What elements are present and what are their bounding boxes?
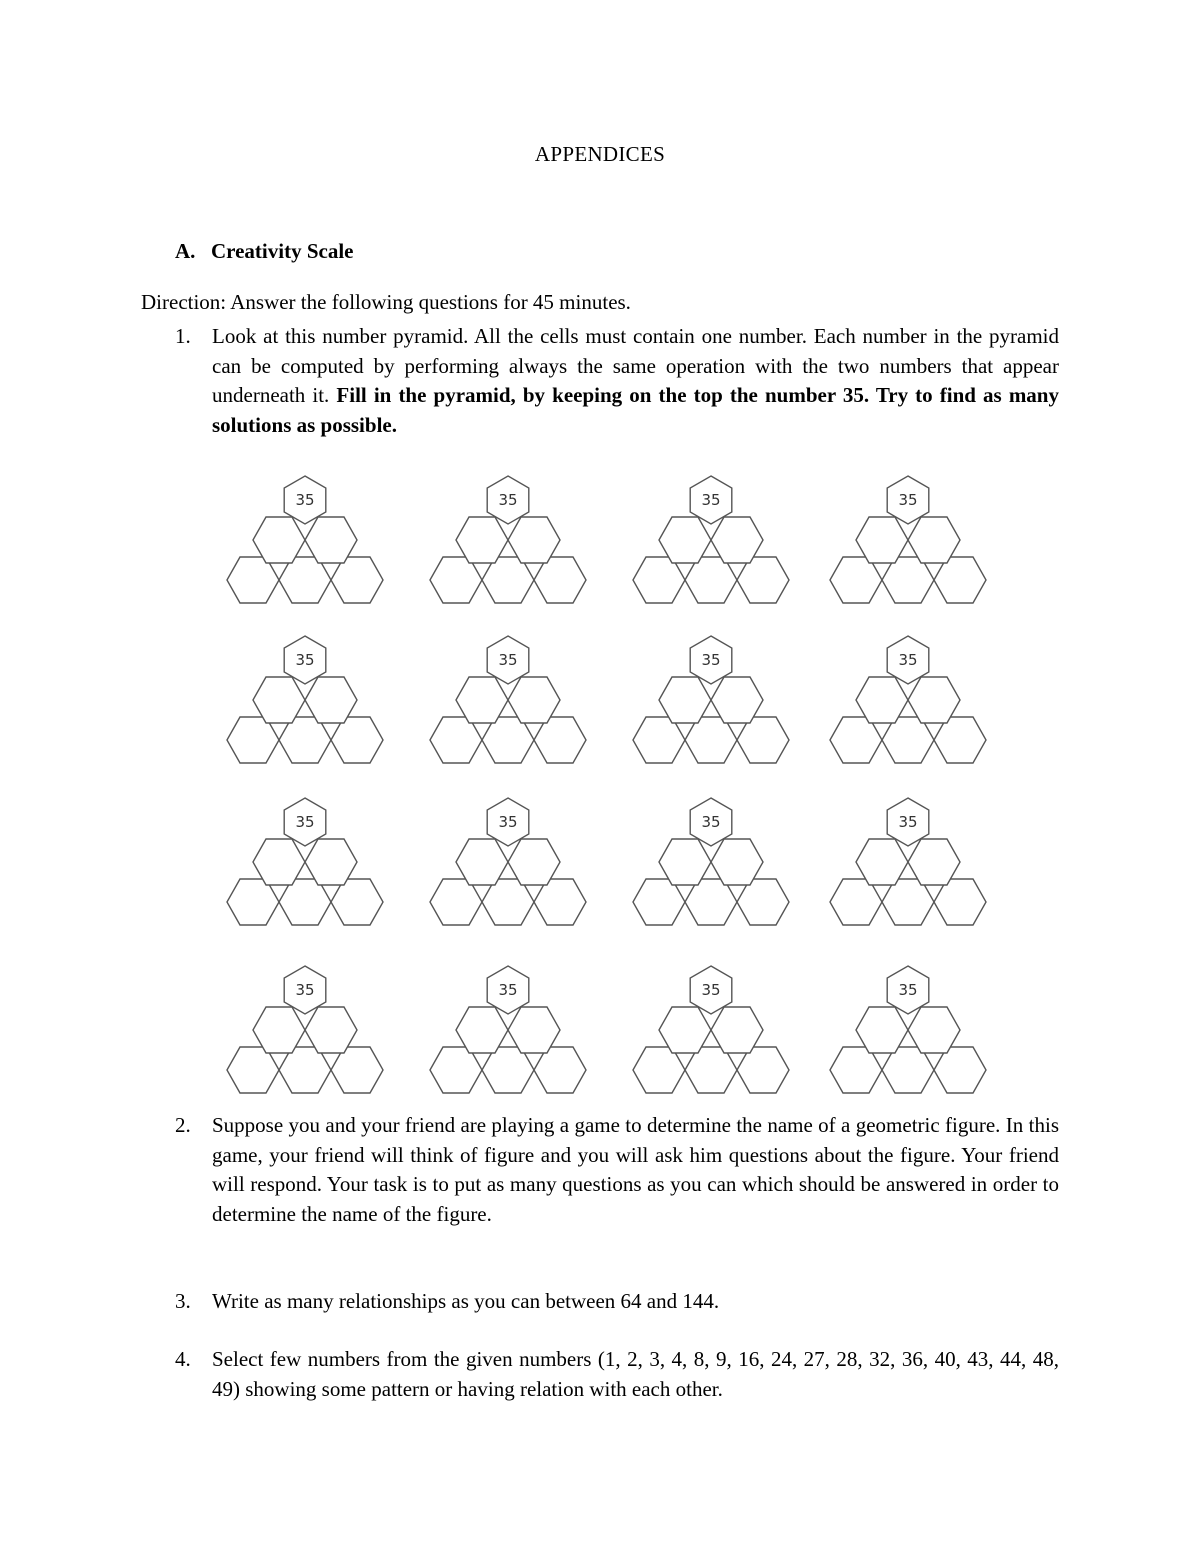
section-title: Creativity Scale <box>211 239 354 263</box>
pyramid-cell-bottom-2[interactable] <box>685 1047 737 1093</box>
pyramid-cell-middle-1[interactable] <box>856 1007 908 1053</box>
pyramid-cell-bottom-1[interactable] <box>430 879 482 925</box>
pyramid-cell-bottom-1[interactable] <box>633 879 685 925</box>
pyramid-cell-middle-2[interactable] <box>908 1007 960 1053</box>
pyramid-cell-middle-2[interactable] <box>305 839 357 885</box>
pyramid-top-value: 35 <box>898 491 918 509</box>
pyramid-cell-bottom-2[interactable] <box>882 557 934 603</box>
pyramid-cell-middle-2[interactable] <box>305 1007 357 1053</box>
question-body: Look at this number pyramid. All the cells must contain one number. Each number in the pyramid can be computed by performing always the same operation with the two numbers that appear underneath it. <box>212 324 1059 407</box>
number-pyramid-14[interactable] <box>430 966 586 1093</box>
pyramid-cell-middle-2[interactable] <box>908 839 960 885</box>
number-pyramid-6[interactable] <box>430 636 586 763</box>
number-pyramid-8[interactable] <box>830 636 986 763</box>
pyramid-cell-bottom-3[interactable] <box>331 557 383 603</box>
pyramid-cell-bottom-2[interactable] <box>279 1047 331 1093</box>
number-pyramid-1[interactable] <box>227 476 383 603</box>
pyramid-cell-bottom-1[interactable] <box>633 557 685 603</box>
pyramid-top-value: 35 <box>498 491 518 509</box>
pyramid-cell-bottom-2[interactable] <box>685 557 737 603</box>
pyramid-cell-middle-2[interactable] <box>711 1007 763 1053</box>
pyramid-cell-bottom-3[interactable] <box>934 557 986 603</box>
page-title: APPENDICES <box>534 142 666 166</box>
question-2 <box>175 1111 1059 1229</box>
pyramid-cell-bottom-1[interactable] <box>227 717 279 763</box>
pyramid-cell-middle-1[interactable] <box>253 517 305 563</box>
pyramid-cell-bottom-1[interactable] <box>227 879 279 925</box>
pyramid-cell-middle-1[interactable] <box>659 839 711 885</box>
pyramid-cell-bottom-2[interactable] <box>482 1047 534 1093</box>
pyramid-top-value: 35 <box>701 813 721 831</box>
pyramid-cell-middle-2[interactable] <box>711 517 763 563</box>
number-pyramid-7[interactable] <box>633 636 789 763</box>
question-text: Write as many relationships as you can between 64 and 144. <box>212 1289 720 1313</box>
number-pyramid-10[interactable] <box>430 798 586 925</box>
pyramid-cell-middle-2[interactable] <box>908 677 960 723</box>
question-number: 2. <box>175 1113 191 1137</box>
pyramid-cell-middle-2[interactable] <box>305 517 357 563</box>
pyramid-top-value: 35 <box>701 651 721 669</box>
pyramid-top-value: 35 <box>498 813 518 831</box>
pyramid-cell-middle-2[interactable] <box>908 517 960 563</box>
pyramid-cell-bottom-1[interactable] <box>830 557 882 603</box>
pyramid-cell-middle-1[interactable] <box>659 677 711 723</box>
pyramid-cell-bottom-3[interactable] <box>737 879 789 925</box>
pyramid-top-value: 35 <box>295 981 315 999</box>
pyramid-cell-middle-1[interactable] <box>659 1007 711 1053</box>
pyramid-cell-middle-2[interactable] <box>508 1007 560 1053</box>
question-text: Suppose you and your friend are playing a game to determine the name of a geometric figure. In this game, your friend will think of figure and you will ask him questions about the figure. Your friend will respond. Your task is to put as many questions as you can which should be answered in order to determine the name of the figure. <box>212 1113 1059 1226</box>
pyramid-cell-middle-1[interactable] <box>659 517 711 563</box>
pyramid-cell-bottom-3[interactable] <box>534 1047 586 1093</box>
question-emphasis: Fill in the pyramid, by keeping on the top the number 35. Try to find as many solutions as possible. <box>212 383 1059 437</box>
number-pyramid-2[interactable] <box>430 476 586 603</box>
pyramid-top-value: 35 <box>701 981 721 999</box>
pyramid-top-value: 35 <box>498 651 518 669</box>
pyramid-cell-bottom-1[interactable] <box>830 879 882 925</box>
pyramid-top-value: 35 <box>498 981 518 999</box>
pyramid-cell-middle-2[interactable] <box>508 517 560 563</box>
number-pyramid-5[interactable] <box>227 636 383 763</box>
pyramid-cell-bottom-3[interactable] <box>534 557 586 603</box>
pyramid-cell-bottom-3[interactable] <box>737 717 789 763</box>
number-pyramid-13[interactable] <box>227 966 383 1093</box>
pyramid-cell-bottom-1[interactable] <box>430 557 482 603</box>
pyramid-cell-bottom-3[interactable] <box>331 879 383 925</box>
pyramid-cell-bottom-1[interactable] <box>430 1047 482 1093</box>
pyramid-cell-bottom-3[interactable] <box>331 1047 383 1093</box>
pyramid-cell-bottom-1[interactable] <box>830 717 882 763</box>
pyramid-cell-middle-1[interactable] <box>856 677 908 723</box>
pyramid-cell-bottom-2[interactable] <box>482 717 534 763</box>
pyramid-cell-bottom-1[interactable] <box>633 717 685 763</box>
question-number: 1. <box>175 324 191 348</box>
pyramid-cell-bottom-2[interactable] <box>279 717 331 763</box>
pyramid-cell-bottom-3[interactable] <box>737 1047 789 1093</box>
pyramid-top-value: 35 <box>295 491 315 509</box>
pyramid-top-value: 35 <box>898 981 918 999</box>
pyramid-cell-bottom-2[interactable] <box>685 717 737 763</box>
pyramid-cell-middle-2[interactable] <box>305 677 357 723</box>
pyramid-cell-bottom-3[interactable] <box>737 557 789 603</box>
pyramid-cell-middle-2[interactable] <box>508 839 560 885</box>
pyramid-cell-middle-1[interactable] <box>456 677 508 723</box>
section-heading <box>175 239 354 264</box>
pyramid-top-value: 35 <box>295 813 315 831</box>
number-pyramid-9[interactable] <box>227 798 383 925</box>
pyramid-top-value: 35 <box>898 813 918 831</box>
number-pyramid-4[interactable] <box>830 476 986 603</box>
pyramid-cell-middle-1[interactable] <box>456 1007 508 1053</box>
question-4 <box>175 1345 1059 1404</box>
section-letter: A. <box>175 239 196 263</box>
direction-text: Direction: Answer the following questions for 45 minutes. <box>141 290 631 314</box>
number-pyramid-16[interactable] <box>830 966 986 1093</box>
question-number: 4. <box>175 1347 191 1371</box>
pyramid-cell-bottom-2[interactable] <box>882 1047 934 1093</box>
pyramid-cell-bottom-3[interactable] <box>534 717 586 763</box>
pyramid-cell-middle-2[interactable] <box>508 677 560 723</box>
pyramid-cell-bottom-2[interactable] <box>882 879 934 925</box>
question-text: Select few numbers from the given numbers (1, 2, 3, 4, 8, 9, 16, 24, 27, 28, 32, 36, 40, 43, 44, 48, 49) showing some pattern or having relation with each other. <box>212 1347 1059 1401</box>
pyramid-cell-bottom-1[interactable] <box>227 1047 279 1093</box>
pyramid-cell-bottom-2[interactable] <box>482 879 534 925</box>
pyramid-cell-bottom-1[interactable] <box>430 717 482 763</box>
pyramid-cell-middle-1[interactable] <box>856 839 908 885</box>
pyramid-top-value: 35 <box>295 651 315 669</box>
pyramid-cell-bottom-2[interactable] <box>482 557 534 603</box>
pyramid-cell-middle-1[interactable] <box>253 677 305 723</box>
pyramid-cell-middle-2[interactable] <box>711 839 763 885</box>
pyramid-cell-bottom-3[interactable] <box>934 717 986 763</box>
pyramid-top-value: 35 <box>701 491 721 509</box>
pyramid-cell-bottom-2[interactable] <box>279 557 331 603</box>
number-pyramid-15[interactable] <box>633 966 789 1093</box>
pyramid-cell-middle-1[interactable] <box>253 839 305 885</box>
pyramid-cell-bottom-3[interactable] <box>934 1047 986 1093</box>
pyramid-cell-bottom-2[interactable] <box>685 879 737 925</box>
pyramid-cell-bottom-2[interactable] <box>279 879 331 925</box>
number-pyramid-12[interactable] <box>830 798 986 925</box>
pyramid-cell-middle-1[interactable] <box>456 839 508 885</box>
number-pyramid-3[interactable] <box>633 476 789 603</box>
pyramid-cell-bottom-1[interactable] <box>830 1047 882 1093</box>
pyramid-cell-bottom-1[interactable] <box>633 1047 685 1093</box>
pyramid-cell-bottom-3[interactable] <box>534 879 586 925</box>
number-pyramid-11[interactable] <box>633 798 789 925</box>
question-1 <box>175 322 1059 440</box>
pyramid-top-value: 35 <box>898 651 918 669</box>
question-3 <box>175 1287 1059 1317</box>
question-number: 3. <box>175 1289 191 1313</box>
pyramid-cell-bottom-1[interactable] <box>227 557 279 603</box>
pyramid-cell-middle-1[interactable] <box>856 517 908 563</box>
pyramid-cell-middle-1[interactable] <box>253 1007 305 1053</box>
pyramid-cell-bottom-3[interactable] <box>331 717 383 763</box>
pyramid-cell-bottom-3[interactable] <box>934 879 986 925</box>
question-text <box>212 322 1059 440</box>
pyramid-cell-bottom-2[interactable] <box>882 717 934 763</box>
pyramid-cell-middle-1[interactable] <box>456 517 508 563</box>
pyramid-cell-middle-2[interactable] <box>711 677 763 723</box>
